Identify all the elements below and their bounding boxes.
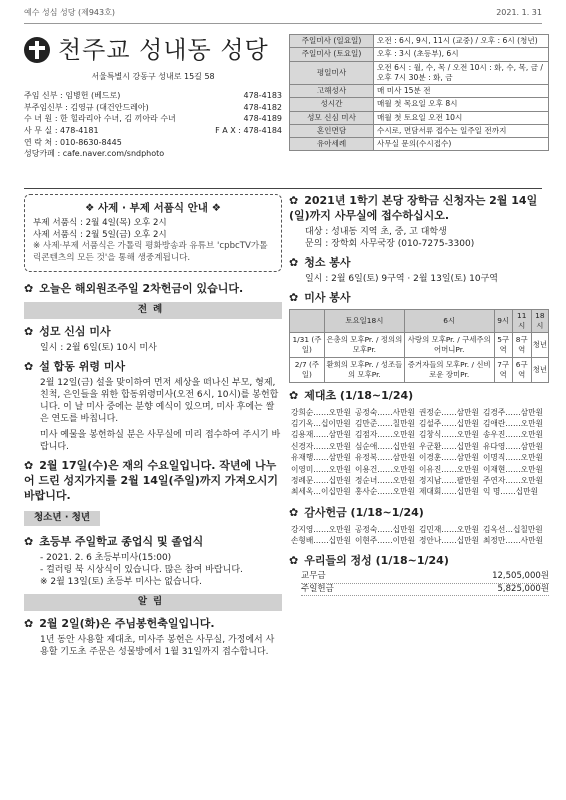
sunday-school-line: - 컬러링 북 시상식이 있습니다. 많은 참여 바랍니다. [40,565,243,576]
mass-header-cell: 11시 [512,309,531,332]
donor-entry: 김기옥…십이만원 [291,418,351,428]
mass-header-cell: 토요일18시 [324,309,404,332]
mass-cell: 5구역 [494,332,512,357]
cleaning-time: 일시 : 2월 6일(토) 9구역 · 2월 13일(토) 10구역 [305,273,498,284]
ordination-line: 사제 서품식 : 2월 5일(금) 오후 2시 [33,229,167,240]
staff-list [24,91,282,161]
staff-name: 부주임신부 : 김영규 (대건안드레아) [24,102,149,112]
donor-entry: 최세옥…이십만원 [291,487,351,497]
contribution-amount: 5,825,000원 [497,583,549,594]
donor-entry: 이영미……오만원 [291,464,351,474]
schedule-row [290,98,549,111]
thanks-offering-heading: ✿ 감사헌금 (1/18~1/24) [289,506,549,521]
ordination-line: 부제 서품식 : 2월 4일(목) 오후 2시 [33,218,167,229]
mass-header-cell: 9시 [494,309,512,332]
schedule-value: 사무실 문의(수시접수) [374,138,549,151]
schedule-value: 매월 첫 토요일 오전 10시 [374,111,549,124]
donor-entry: 권정순……삼만원 [419,407,479,417]
ordination-title: ❖ 사제 · 부제 서품식 안내 ❖ [84,202,222,214]
donor-entry: 송우진……오만원 [483,430,543,440]
mass-cell: 청년 [531,357,548,382]
issue-bar [24,8,542,24]
donor-entry: 홍사순……오만원 [355,487,415,497]
contribution-label: 주일헌금 [301,583,334,594]
schedule-label: 성시간 [290,98,374,111]
mass-cell: 은총의 모후Pr. / 정의의 모후Pr. [324,332,404,357]
presentation-feast-heading: ✿ 2월 2일(화)은 주님봉헌축일입니다. [24,617,282,632]
mass-header-cell [290,309,325,332]
donor-entry: 이경훈……삼만원 [419,453,479,463]
staff-row [24,91,282,103]
contribution-row [301,571,549,583]
church-header [24,34,282,161]
mass-row [290,357,549,382]
memorial-mass-text2: 미사 예물을 봉헌하실 분은 사무실에 미리 접수하여 주시기 바랍니다. [40,429,281,452]
left-column [24,194,282,658]
donor-entry: 우군환……십만원 [419,441,479,451]
donor-entry: 이현주……이만원 [355,535,415,545]
mass-cell: 사랑의 모후Pr. / 구세주의 어머니Pr. [404,332,494,357]
staff-name: 사 무 실 : 478-4181 [24,125,99,135]
staff-phone: 478-4189 [243,114,282,124]
scholarship-notice: ✿ 2021년 1학기 본당 장학금 신청자는 2월 14일(일)까지 사무실에 접수하십시오. [289,194,549,224]
staff-row [24,149,282,161]
schedule-value: 오전 : 6시, 9시, 11시 (교중) / 오후 : 6시 (청년) [374,35,549,48]
donor-entry: 김민재……오만원 [419,524,479,534]
schedule-value: 오전 6시 : 월, 수, 목 / 오전 10시 : 화, 수, 목, 금 / 오후 7시 30분 : 화, 금 [374,61,549,85]
divider [24,188,542,189]
issue-number: 예수 성심 성당 (제943호) [24,8,115,17]
mass-cell: 2/7 (주일) [290,357,325,382]
schedule-label: 주일미사 (일요일) [290,35,374,48]
mass-cell: 8구역 [512,332,531,357]
donor-entry: 이명직……오만원 [483,453,543,463]
staff-phone: 478-4183 [243,91,282,101]
donor-entry: 유정복……삼만원 [355,453,415,463]
sunday-school-heading: ✿ 초등부 주일학교 종업식 및 졸업식 [24,535,282,550]
donor-entry: 김옥선…십칠만원 [483,524,543,534]
schedule-value: 매월 첫 목요일 오후 8시 [374,98,549,111]
donor-entry: 제대회……십만원 [419,487,479,497]
marian-mass-heading: ✿ 성모 신심 미사 [24,325,282,340]
schedule-value: 오후 : 3시 (초등부), 6시 [374,48,549,61]
schedule-label: 혼인면담 [290,124,374,137]
donor-entry: 정지남……팔만원 [419,475,479,485]
sunday-school-line: - 2021. 2. 6 초등부미사(15:00) [40,553,172,564]
donor-entry: 김창식……오만원 [419,430,479,440]
schedule-row [290,85,549,98]
thanks-offering-list [289,523,549,549]
staff-phone: F A X : 478-4184 [215,125,282,135]
donor-entry: 김용재……삼만원 [291,430,351,440]
contribution-label: 교무금 [301,571,326,582]
donor-entry: 공정숙……십만원 [355,524,415,534]
altar-candle-heading: ✿ 제대초 (1/18~1/24) [289,389,549,404]
mass-cell: 1/31 (주일) [290,332,325,357]
contribution-row [301,584,549,596]
schedule-row [290,111,549,124]
donor-entry: 이용건……오만원 [355,464,415,474]
schedule-label: 평일미사 [290,61,374,85]
donor-entry: 김만준……칠만원 [355,418,415,428]
announcement-label: 알림 [24,594,282,611]
donor-entry: 최정만……사만원 [483,535,543,545]
mass-service-heading: ✿ 미사 봉사 [289,291,549,306]
donor-entry: 주연자……오만원 [483,475,543,485]
page-title: 천주교 성내동 성당 [58,36,269,64]
donor-entry: 정안나……십만원 [419,535,479,545]
ordination-notice [24,194,282,272]
staff-row [24,103,282,115]
donor-entry: 익 명……십만원 [483,487,538,497]
schedule-label: 고해성사 [290,85,374,98]
staff-name: 주임 신부 : 임병헌 (베드로) [24,91,121,101]
donor-entry: 손형배……십만원 [291,535,351,545]
schedule-label: 주일미사 (토요일) [290,48,374,61]
presentation-feast-text: 1년 동안 사용할 제대초, 미사주 봉헌은 사무실, 가정에서 사용할 기도초 주문은 성물방에서 1월 31일까지 접수합니다. [40,635,275,658]
mass-row [290,332,549,357]
mass-service-table [289,309,549,383]
staff-row [24,138,282,150]
donor-entry: 이유진……오만원 [419,464,479,474]
donor-entry: 공정숙……사만원 [355,407,415,417]
donor-entry: 신경자……오만원 [291,441,351,451]
scholarship-target: 대상 : 성내동 지역 초, 중, 고 대학생 [305,226,447,237]
youth-label: 청소년 · 청년 [24,511,100,526]
donor-entry: 유재행……삼만원 [291,453,351,463]
cleaning-heading: ✿ 청소 봉사 [289,256,549,271]
memorial-mass-heading: ✿ 설 합동 위령 미사 [24,360,282,375]
cross-icon [24,37,50,63]
donor-entry: 김점자……오만원 [355,430,415,440]
donor-entry: 김애란……오만원 [483,418,543,428]
donor-entry: 강지영……오만원 [291,524,351,534]
church-address: 서울특별시 강동구 성내로 15길 58 [91,72,215,82]
contribution-list [289,571,549,596]
schedule-row [290,35,549,48]
schedule-row [290,61,549,85]
right-column [289,194,549,596]
ash-wednesday-notice: ✿ 2월 17일(수)은 재의 수요일입니다. 작년에 나누어 드린 성지가지를 2월 14일(주일)까지 가져오시기 바랍니다. [24,459,282,504]
mass-cell: 7구역 [494,357,512,382]
mass-cell: 환희의 모후Pr. / 성조들의 모후Pr. [324,357,404,382]
liturgy-label: 전례 [24,302,282,319]
marian-mass-time: 일시 : 2월 6일(토) 10시 미사 [40,343,157,354]
mass-header-cell: 18시 [531,309,548,332]
contribution-heading: ✿ 우리들의 정성 (1/18~1/24) [289,554,549,569]
staff-row [24,126,282,138]
mass-cell: 6구역 [512,357,531,382]
donor-entry: 이재현……오만원 [483,464,543,474]
offering-notice: ✿ 오늘은 해외원조주일 2차헌금이 있습니다. [24,282,282,297]
donor-entry: 정순녀……오만원 [355,475,415,485]
donor-entry: 정례문……십만원 [291,475,351,485]
donor-entry: 강희순……오만원 [291,407,351,417]
memorial-mass-text: 2월 12일(금) 설을 맞이하여 먼저 세상을 떠나신 부모, 형제, 친척, 은인들을 위한 합동위령미사(오전 6시, 10시)를 봉헌합니다. 이 날 미사 중에는 분향 예식이 있으며, 미사 후에는 쌀은 연도를 바칩니다. [40,378,279,425]
ordination-note: ※ 사제·부제 서품식은 가톨릭 평화방송과 유튜브 'cpbcTV가톨릭콘텐츠의 모든 것'을 통해 생중계됩니다. [33,241,268,263]
staff-phone: 478-4182 [243,102,282,112]
schedule-label: 성모 신심 미사 [290,111,374,124]
staff-name: 연 락 처 : 010-8630-8445 [24,137,122,147]
staff-name: 수 녀 원 : 한 힐라리아 수녀, 김 끼아라 수녀 [24,114,176,124]
schedule-row [290,48,549,61]
mass-cell: 증거자들의 모후Pr. / 신비로운 장미Pr. [404,357,494,382]
mass-header-cell: 6시 [404,309,494,332]
donor-entry: 심순애……십만원 [355,441,415,451]
mass-cell: 청년 [531,332,548,357]
staff-row [24,114,282,126]
issue-date: 2021. 1. 31 [496,8,542,17]
mass-schedule-table [289,34,549,151]
schedule-row [290,124,549,137]
altar-candle-list [289,406,549,500]
staff-name: 성당카페 : cafe.naver.com/sndphoto [24,149,165,159]
scholarship-contact: 문의 : 장학회 사무국장 (010-7275-3300) [305,238,475,249]
donor-entry: 김경주……삼만원 [483,407,543,417]
schedule-value: 매 미사 15분 전 [374,85,549,98]
schedule-row [290,138,549,151]
contribution-amount: 12,505,000원 [492,571,549,582]
schedule-label: 유아세례 [290,138,374,151]
schedule-value: 수시로, 면담서류 접수는 일주일 전까지 [374,124,549,137]
sunday-school-line: ※ 2월 13일(토) 초등부 미사는 없습니다. [40,577,202,588]
donor-entry: 유다영……삼만원 [483,441,543,451]
donor-entry: 김설주……십만원 [419,418,479,428]
mass-header-row [290,309,549,332]
